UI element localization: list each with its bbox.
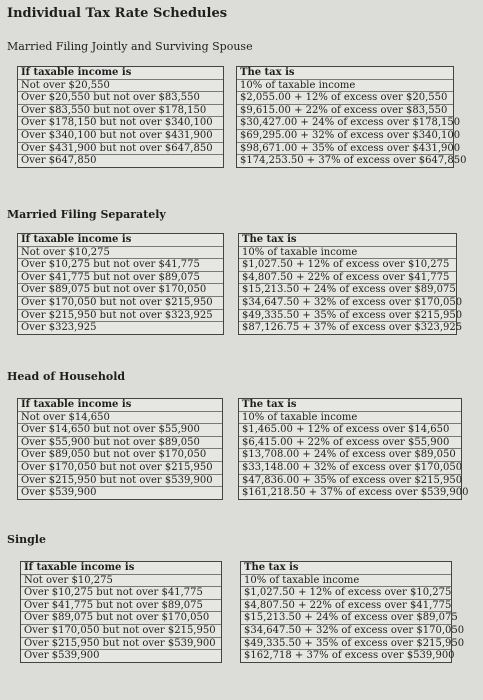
income-row: Over $215,950 but not over $539,900 xyxy=(18,475,222,488)
income-table-married-jointly xyxy=(17,66,224,168)
income-table-head-of-household xyxy=(17,398,223,500)
tax-row: $30,427.00 + 24% of excess over $178,150 xyxy=(237,117,453,130)
income-table-married-separately xyxy=(17,233,224,335)
tax-row: 10% of taxable income xyxy=(241,575,451,588)
tax-row: $34,647.50 + 32% of excess over $170,050 xyxy=(239,297,456,310)
income-row: Over $170,050 but not over $215,950 xyxy=(21,625,221,638)
tax-header: The tax is xyxy=(241,562,451,575)
tax-row: $98,671.00 + 35% of excess over $431,900 xyxy=(237,143,453,156)
income-row: Not over $10,275 xyxy=(18,247,223,260)
page-title: Individual Tax Rate Schedules xyxy=(7,6,228,21)
section-label-married-jointly: Married Filing Jointly and Surviving Spouse xyxy=(7,40,253,53)
tax-row: $15,213.50 + 24% of excess over $89,075 xyxy=(241,612,451,625)
income-row: Over $14,650 but not over $55,900 xyxy=(18,424,222,437)
income-row: Over $89,075 but not over $170,050 xyxy=(18,284,223,297)
income-row: Over $539,900 xyxy=(21,487,97,499)
tax-row: $1,027.50 + 12% of excess over $10,275 xyxy=(241,587,451,600)
income-row: Not over $20,550 xyxy=(18,80,223,93)
tax-row: $15,213.50 + 24% of excess over $89,075 xyxy=(239,284,456,297)
income-row: Over $41,775 but not over $89,075 xyxy=(18,272,223,285)
tax-table-single xyxy=(240,561,465,663)
income-header: If taxable income is xyxy=(21,562,221,575)
income-header: If taxable income is xyxy=(18,399,222,412)
section-label-head-of-household: Head of Household xyxy=(7,370,126,383)
tax-row: $4,807.50 + 22% of excess over $41,775 xyxy=(241,600,451,613)
income-row: Over $431,900 but not over $647,850 xyxy=(18,143,223,156)
tax-row: $1,465.00 + 12% of excess over $14,650 xyxy=(239,424,461,437)
tax-row: $13,708.00 + 24% of excess over $89,050 xyxy=(239,449,461,462)
tax-row: $47,836.00 + 35% of excess over $215,950 xyxy=(239,475,461,488)
tax-row: $174,253.50 + 37% of excess over $647,850 xyxy=(240,155,467,167)
tax-row: $2,055.00 + 12% of excess over $20,550 xyxy=(237,92,453,105)
income-row: Over $170,050 but not over $215,950 xyxy=(18,462,222,475)
tax-row: 10% of taxable income xyxy=(239,247,456,260)
income-row: Over $20,550 but not over $83,550 xyxy=(18,92,223,105)
income-row: Over $89,050 but not over $170,050 xyxy=(18,449,222,462)
income-row: Over $55,900 but not over $89,050 xyxy=(18,437,222,450)
tax-row: $87,126.75 + 37% of excess over $323,925 xyxy=(242,322,463,334)
income-row: Over $89,075 but not over $170,050 xyxy=(21,612,221,625)
income-row: Over $170,050 but not over $215,950 xyxy=(18,297,223,310)
income-row: Not over $14,650 xyxy=(18,412,222,425)
income-row: Over $215,950 but not over $539,900 xyxy=(21,638,221,651)
tax-table-married-jointly xyxy=(236,66,467,168)
income-row: Over $10,275 but not over $41,775 xyxy=(21,587,221,600)
tax-row: $34,647.50 + 32% of excess over $170,050 xyxy=(241,625,451,638)
section-label-married-separately: Married Filing Separately xyxy=(7,208,166,221)
income-row: Over $323,925 xyxy=(21,322,97,334)
tax-table-married-separately xyxy=(238,233,463,335)
section-label-single: Single xyxy=(7,533,46,546)
tax-row: $161,218.50 + 37% of excess over $539,900 xyxy=(242,487,469,499)
income-table-single xyxy=(20,561,222,663)
income-row: Over $178,150 but not over $340,100 xyxy=(18,117,223,130)
tax-header: The tax is xyxy=(237,67,453,80)
income-row: Over $41,775 but not over $89,075 xyxy=(21,600,221,613)
tax-row: $162,718 + 37% of excess over $539,900 xyxy=(244,650,455,662)
tax-row: $1,027.50 + 12% of excess over $10,275 xyxy=(239,259,456,272)
tax-row: 10% of taxable income xyxy=(237,80,453,93)
tax-row: $33,148.00 + 32% of excess over $170,050 xyxy=(239,462,461,475)
tax-header: The tax is xyxy=(239,399,461,412)
tax-row: $69,295.00 + 32% of excess over $340,100 xyxy=(237,130,453,143)
income-row: Over $340,100 but not over $431,900 xyxy=(18,130,223,143)
tax-row: $4,807.50 + 22% of excess over $41,775 xyxy=(239,272,456,285)
income-header: If taxable income is xyxy=(18,67,223,80)
income-row: Over $10,275 but not over $41,775 xyxy=(18,259,223,272)
income-row: Over $647,850 xyxy=(21,155,97,167)
income-row: Over $539,900 xyxy=(24,650,100,662)
tax-row: $6,415.00 + 22% of excess over $55,900 xyxy=(239,437,461,450)
tax-row: $9,615.00 + 22% of excess over $83,550 xyxy=(237,105,453,118)
tax-table-head-of-household xyxy=(238,398,469,500)
income-row: Over $215,950 but not over $323,925 xyxy=(18,310,223,323)
income-header: If taxable income is xyxy=(18,234,223,247)
tax-row: $49,335.50 + 35% of excess over $215,950 xyxy=(241,638,451,651)
tax-header: The tax is xyxy=(239,234,456,247)
tax-row: $49,335.50 + 35% of excess over $215,950 xyxy=(239,310,456,323)
income-row: Over $83,550 but not over $178,150 xyxy=(18,105,223,118)
tax-row: 10% of taxable income xyxy=(239,412,461,425)
income-row: Not over $10,275 xyxy=(21,575,221,588)
